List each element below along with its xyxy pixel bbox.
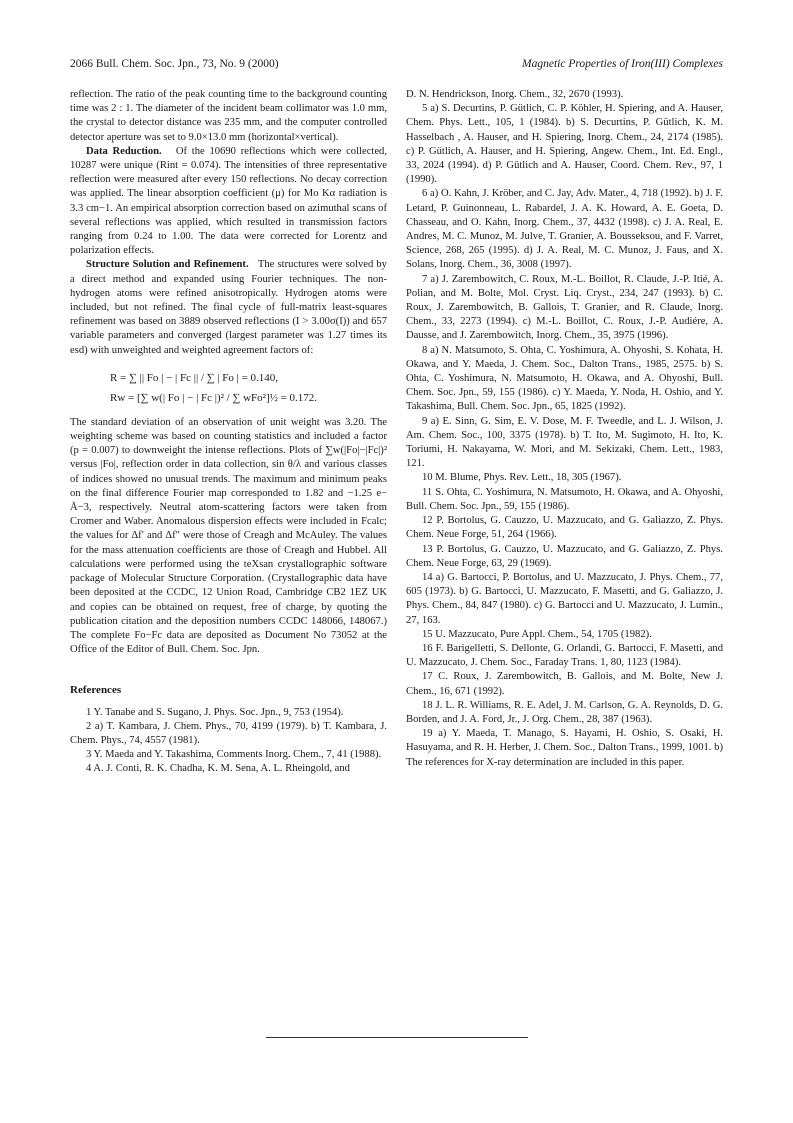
references-heading: References [70,684,122,697]
paragraph-structure-solution-text: The structures were solved by a direct method and expanded using Fourier techniques. The non-hydrogen atoms were refined anisotropically. Hydrogen atoms were included, but not refined. The final cycle of full-matrix least-squares refinement was based on 3889 observed reflections (I > 3.00σ(I)) and 657 variable parameters and converged (largest parameter was 1.27 times its esd) with unweighted and weighted agreement factors of: [70,259,387,356]
reference-item: 7 a) J. Zarembowitch, C. Roux, M.-L. Boillot, R. Claude, J.-P. Itié, A. Polian, and M. Bolte, Mol. Cryst. Liq. Cryst., 234, 247 (1993). b) C. Roux, J. Zarembowitch, B. Gallois, T. Granier, and R. Claude, Inorg. Chem., 33, 2273 (1994). c) M.-L. Boillot, C. Roux, J.-P. Audiére, A. Dausse, and J. Zarembowitch, Inorg. Chem., 35, 3975 (1996). [406,273,723,342]
end-of-article-rule [266,1037,528,1038]
reference-item: 19 a) Y. Maeda, T. Manago, S. Hayami, H. Oshio, S. Osaki, H. Hasuyama, and R. H. Herber, J. Chem. Soc., Dalton Trans., 1999, 1001. b) The references for X-ray determination are included in this paper. [406,728,723,768]
paragraph-data-reduction [70,145,387,259]
paragraph-structure-solution [70,258,387,357]
section-heading-structure-solution: Structure Solution and Refinement. [86,259,249,271]
section-heading-data-reduction: Data Reduction. [86,145,162,157]
reference-item: D. N. Hendrickson, Inorg. Chem., 32, 2670 (1993). [406,89,624,100]
paragraph-standard-deviation: The standard deviation of an observation of unit weight was 3.20. The weighting scheme was based on counting statistics and included a factor (p = 0.007) to downweight the intense reflections. Plots of ∑w(|Fo|−|Fc|)² versus |Fo|, reflection order in data collection, sin θ/λ and various classes of indices showed no unusual trends. The maximum and minimum peaks on the final difference Fourier map corresponded to 1.82 and −1.25 e− Å−3, respectively. Neutral atom-scattering factors were taken from Cromer and Waber. Anomalous dispersion effects were included in Fcalc; the values for Δf′ and Δf″ were those of Creagh and McAuley. The values for the mass attenuation coefficients are those of Creagh and Hubbel. All calculations were performed using the teXsan crystallographic software package of Molecular Structure Corporation. (Crystallographic data have been deposited at the CCDC, 12 Union Road, Cambridge CB2 1EZ UK and copies can be obtained on request, free of charge, by quoting the publication citation and the deposition numbers CCDC 148066, 148067.) The complete Fo−Fc data are deposited as Document No 73052 at the Office of the Editor of Bull. Chem. Soc. Jpn. [70,416,387,656]
reference-item: 8 a) N. Matsumoto, S. Ohta, C. Yoshimura, A. Ohyoshi, S. Kohata, H. Okawa, and Y. Maeda, J. Chem. Soc., Dalton Trans., 1985, 2575. b) S. Ohta, C. Yoshimura, N. Matsumoto, H. Okawa, and A. Ohyoshi, Bull. Chem. Soc. Jpn., 59, 155 (1986). c) Y. Maeda, Y. Noda, H. Oshio, and Y. Takashima, Bull. Chem. Soc. Jpn., 65, 1825 (1992). [406,344,723,413]
left-column [70,88,387,777]
reference-item: 6 a) O. Kahn, J. Kröber, and C. Jay, Adv. Mater., 4, 718 (1992). b) J. F. Letard, P. Guinonneau, L. Rabardel, J. A. K. Howard, A. E. Goeta, D. Chasseau, and O. Kahn, Inorg. Chem., 37, 4432 (1998). c) J. A. Real, E. Andres, M. C. Munoz, M. Julve, T. Granier, A. Bousseksou, and F. Varret, Science, 268, 265 (1995). d) J. A. Real, M. C. Munoz, J. Faus, and X. Solans, Inorg. Chem., 36, 3008 (1997). [406,188,723,271]
equation-r: R = ∑ || Fo | − | Fc || / ∑ | Fo | = 0.140, [110,371,279,384]
reference-item: 16 F. Barigelletti, S. Dellonte, G. Orlandi, G. Bartocci, F. Masetti, and U. Mazzucato, J. Chem. Soc., Faraday Trans. 1, 80, 1123 (1984). [406,642,723,669]
header-article-title: Magnetic Properties of Iron(III) Complexes [522,58,723,70]
equations [110,368,387,408]
reference-item: 1 Y. Tanabe and S. Sugano, J. Phys. Soc. Jpn., 9, 753 (1954). [86,706,344,718]
reference-item: 3 Y. Maeda and Y. Takashima, Comments Inorg. Chem., 7, 41 (1988). [86,749,382,761]
running-header [70,58,723,74]
right-column [406,88,723,770]
reference-item: 9 a) E. Sinn, G. Sim, E. V. Dose, M. F. Tweedle, and L. J. Wilson, J. Am. Chem. Soc., 100, 3375 (1978). b) T. Ito, M. Sugimoto, H. Ito, K. Toriumi, H. Nakayama, W. Mori, and M. Sekizaki, Chem. Lett., 1983, 121. [406,415,723,470]
reference-item: 2 a) T. Kambara, J. Chem. Phys., 70, 4199 (1979). b) T. Kambara, J. Chem. Phys., 74, 4557 (1981). [70,720,387,746]
reference-item: 15 U. Mazzucato, Pure Appl. Chem., 54, 1705 (1982). [422,628,652,640]
reference-item: 14 a) G. Bartocci, P. Bortolus, and U. Mazzucato, J. Phys. Chem., 77, 605 (1973). b) G. Bartocci, U. Mazzucato, F. Masetti, and G. Galiazzo, J. Phys. Chem., 84, 847 (1980). c) G. Bartocci and U. Mazzucato, J. Lumin., 27, 163. [406,571,723,626]
equation-rw: Rw = [∑ w(| Fo | − | Fc |)² / ∑ wFo²]½ = 0.172. [110,391,318,404]
reference-item: 4 A. J. Conti, R. K. Chadha, K. M. Sena, A. L. Rheingold, and [86,763,350,775]
paragraph-reflection: reflection. The ratio of the peak counting time to the background counting time was 2 : 1. The diameter of the incident beam collimator was 1.0 mm, the crystal to detector distance was 235 mm, and the computer controlled detector aperture was set to 9.0×13.0 mm (horizontal×vertical). [70,89,387,143]
reference-item: 17 C. Roux, J. Zarembowitch, B. Gallois, and M. Bolte, New J. Chem., 16, 671 (1992). [406,671,723,697]
reference-item: 5 a) S. Decurtins, P. Gütlich, C. P. Köhler, H. Spiering, and A. Hauser, Chem. Phys. Lett., 105, 1 (1984). b) S. Decurtins, P. Gütlich, K. M. Hasselbach , A. Hauser, and H. Spiering, Inorg. Chem., 24, 2174 (1985). c) P. Gütlich, A. Hauser, and H. Spiering, Angew. Chem., Int. Ed. Engl., 33, 2024 (1994). d) P. Gütlich and A. Hauser, Coord. Chem. Rev., 97, 1 (1990). [406,103,723,186]
reference-item: 13 P. Bortolus, G. Cauzzo, U. Mazzucato, and G. Galiazzo, Z. Phys. Chem. Neue Forge, 63, 29 (1969). [406,543,723,569]
reference-item: 12 P. Bortolus, G. Cauzzo, U. Mazzucato, and G. Galiazzo, Z. Phys. Chem. Neue Forge, 51, 264 (1966). [406,515,723,541]
reference-item: 11 S. Ohta, C. Yoshimura, N. Matsumoto, H. Okawa, and A. Ohyoshi, Bull. Chem. Soc. Jpn., 59, 155 (1986). [406,486,723,512]
reference-item: 18 J. L. R. Williams, R. E. Adel, J. M. Carlson, G. A. Reynolds, D. G. Borden, and J. A. Ford, Jr., J. Org. Chem., 28, 387 (1963). [406,699,723,725]
paragraph-data-reduction-text: Of the 10690 reflections which were collected, 10287 were unique (Rint = 0.074). The intensities of three representative reflection were measured after every 150 reflections. No decay correction was applied. The linear absorption coefficient (μ) for Mo Kα radiation is 3.3 cm−1. An empirical absorption correction based on azimuthal scans of several reflections was applied, which resulted in transmission factors ranging from 0.24 to 1.00. The data were corrected for Lorentz and polarization effects. [70,145,387,257]
reference-item: 10 M. Blume, Phys. Rev. Lett., 18, 305 (1967). [422,472,622,484]
header-journal-citation: 2066 Bull. Chem. Soc. Jpn., 73, No. 9 (2000) [70,58,279,70]
